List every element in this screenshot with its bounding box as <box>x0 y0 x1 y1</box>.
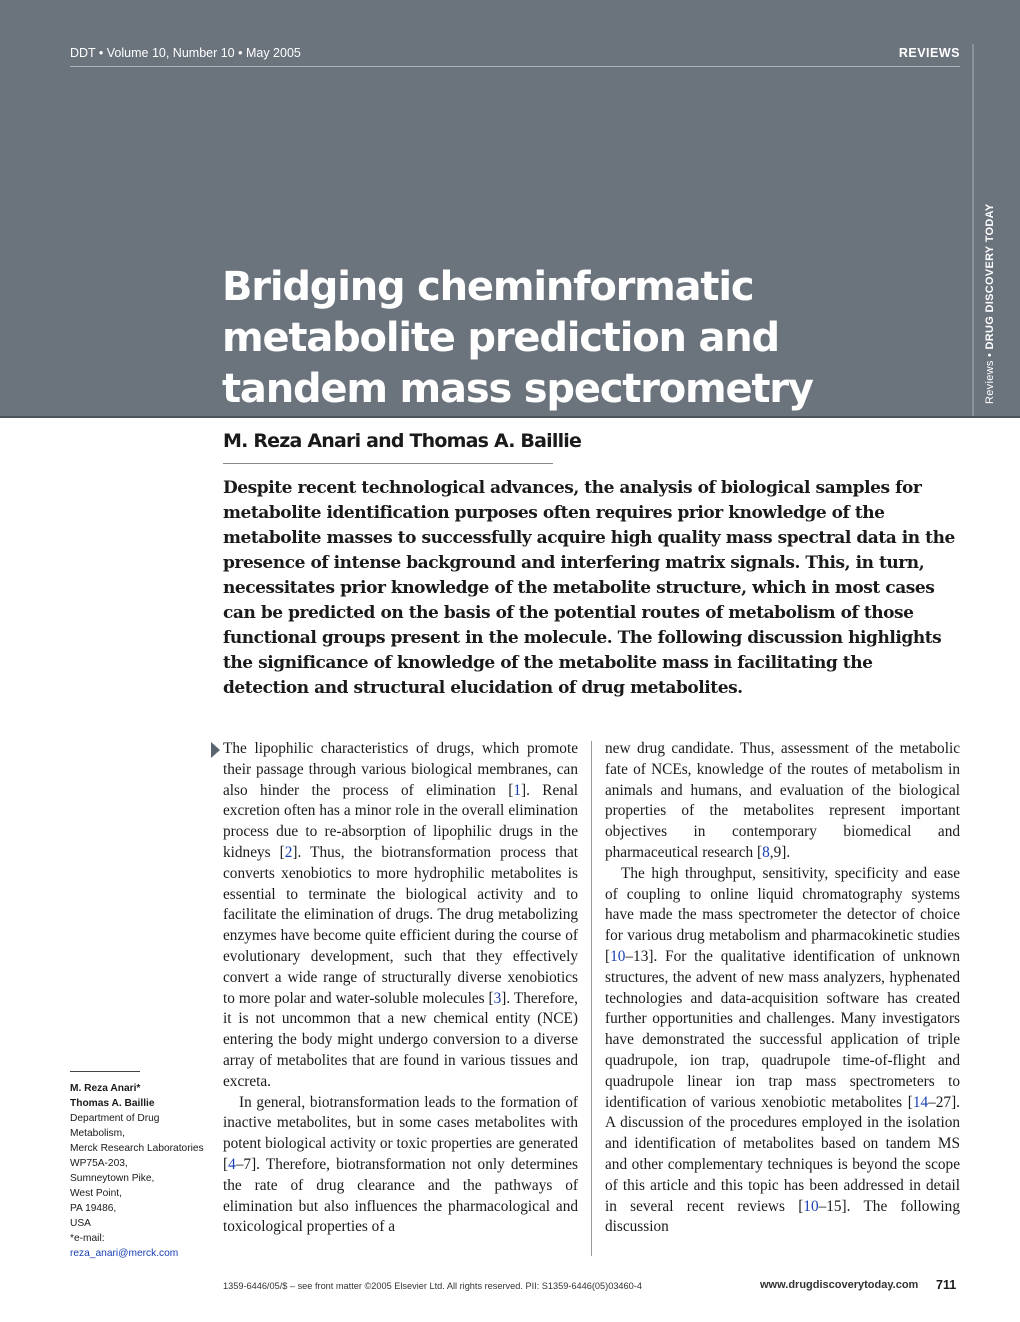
body-column-2 <box>605 739 960 1238</box>
affiliation-line: Sumneytown Pike, <box>70 1173 155 1184</box>
abstract: Despite recent technological advances, the analysis of biological samples for metabolite identification purposes often requires prior knowledge of the metabolite masses to successfully acquire high quality mass spectral data in the presence of intense background and interfering matrix signals. This, in turn, necessitates prior knowledge of the metabolite structure, which in most cases can be predicted on the basis of the potential routes of metabolism of those functional groups present in the molecule. The following discussion highlights the significance of knowledge of the metabolite mass in facilitating the detection and structural elucidation of drug metabolites. <box>223 478 955 698</box>
affiliation-rule <box>70 1071 140 1072</box>
affiliation-line: Metabolism, <box>70 1128 125 1139</box>
text: In general, biotransformation leads to the formation of inactive metabolites, but in some cases metabolites with potent biological activity or toxic properties are generated [ <box>223 1093 578 1173</box>
email-label: *e-mail: <box>70 1233 105 1244</box>
side-prefix: Reviews • <box>984 349 996 404</box>
affiliation-author-2: Thomas A. Baillie <box>70 1098 155 1109</box>
affiliation-line: Department of Drug <box>70 1113 160 1124</box>
banner-bottom-rule <box>0 416 1020 418</box>
text: new drug candidate. Thus, assessment of the metabolic fate of NCEs, knowledge of the routes of metabolism in animals and humans, and evaluation of the biological properties of the metabolites represent important objectives in contemporary biomedical and pharmaceutical research [ <box>605 740 960 861</box>
paragraph <box>223 1093 578 1239</box>
side-journal-label <box>984 203 996 404</box>
section-label: REVIEWS <box>898 46 960 60</box>
paragraph <box>605 864 960 1238</box>
article-authors: M. Reza Anari and Thomas A. Baillie <box>223 430 582 452</box>
affiliation-author-1: M. Reza Anari* <box>70 1083 141 1094</box>
reference-link[interactable]: 2 <box>284 843 293 861</box>
banner-frame-line <box>972 44 974 416</box>
text: The lipophilic characteristics of drugs, which promote their passage through various biological membranes, can also hinder the process of elimination [ <box>223 740 578 799</box>
affiliation-line: USA <box>70 1218 91 1229</box>
body-column-1 <box>223 739 578 1238</box>
footer-copyright: 1359-6446/05/$ – see front matter ©2005 Elsevier Ltd. All rights reserved. PII: S1359-6446(05)03460-4 <box>223 1281 642 1291</box>
authors-rule <box>223 463 553 464</box>
affiliation-line: Merck Research Laboratories <box>70 1143 204 1154</box>
text: –13]. For the qualitative identification of unknown structures, the advent of new mass analyzers, hyphenated technologies and data-acquisition software has created further opportunities and challenges. Many investigators have demonstrated the successful application of triple quadrupole, ion trap, quadrupole time-of-flight and quadrupole linear ion trap mass spectrometers to identification of various xenobiotic metabolites [ <box>605 947 960 1111</box>
side-journal-name: DRUG DISCOVERY TODAY <box>984 203 996 350</box>
article-title: Bridging cheminformatic metabolite prediction and tandem mass spectrometry <box>222 264 813 412</box>
text: ]. Therefore, it is not uncommon that a new chemical entity (NCE) entering the body might undergo conversion to a diverse array of metabolites that are found in various tissues and excreta. <box>223 989 578 1090</box>
reference-link[interactable]: 14 <box>912 1093 929 1111</box>
start-marker-icon <box>211 742 220 758</box>
paragraph <box>605 739 960 864</box>
affiliation-line: West Point, <box>70 1188 122 1199</box>
reference-link[interactable]: 10 <box>803 1197 819 1215</box>
text: –15]. The following discussion <box>605 1197 960 1236</box>
reference-link[interactable]: 4 <box>228 1155 236 1173</box>
text: ,9]. <box>769 843 791 861</box>
page-number: 711 <box>936 1278 957 1292</box>
author-affiliation <box>70 1081 204 1261</box>
reference-link[interactable]: 8 <box>762 843 770 861</box>
text: –7]. Therefore, biotransformation not only determines the rate of drug clearance and the pathways of elimination but also influences the pharmacological and toxicological properties of a <box>223 1155 578 1236</box>
text: ]. Renal excretion often has a minor role in the overall elimination process due to re-absorption of lipophilic drugs in the kidneys [ <box>223 781 578 861</box>
reference-link[interactable]: 1 <box>513 781 521 799</box>
column-divider <box>591 741 592 1256</box>
journal-header: DDT • Volume 10, Number 10 • May 2005 <box>70 46 301 60</box>
text: ]. Thus, the biotransformation process that converts xenobiotics to more hydrophilic metabolites is essential to terminate the biological activity and to facilitate the elimination of drugs. The drug metabolizing enzymes have become quite efficient during the course of evolutionary development, such that they effectively convert a wide range of structurally diverse xenobiotics to more polar and water-soluble molecules [ <box>223 843 578 1007</box>
affiliation-line: WP75A-203, <box>70 1158 128 1169</box>
reference-link[interactable]: 10 <box>610 947 626 965</box>
reference-link[interactable]: 3 <box>493 989 502 1007</box>
paragraph <box>223 739 578 1093</box>
text: The high throughput, sensitivity, specificity and ease of coupling to online liquid chromatography systems have made the mass spectrometer the detector of choice for various drug metabolism and pharmacokinetic studies [ <box>605 864 960 965</box>
text: –27]. A discussion of the procedures employed in the isolation and identification of metabolites based on tandem MS and other complementary techniques is beyond the scope of this article and this topic has been addressed in detail in several recent reviews [ <box>605 1093 960 1215</box>
header-rule <box>70 66 960 67</box>
email-link[interactable]: reza_anari@merck.com <box>70 1248 179 1259</box>
affiliation-line: PA 19486, <box>70 1203 117 1214</box>
journal-url-link[interactable]: www.drugdiscoverytoday.com <box>760 1279 919 1291</box>
